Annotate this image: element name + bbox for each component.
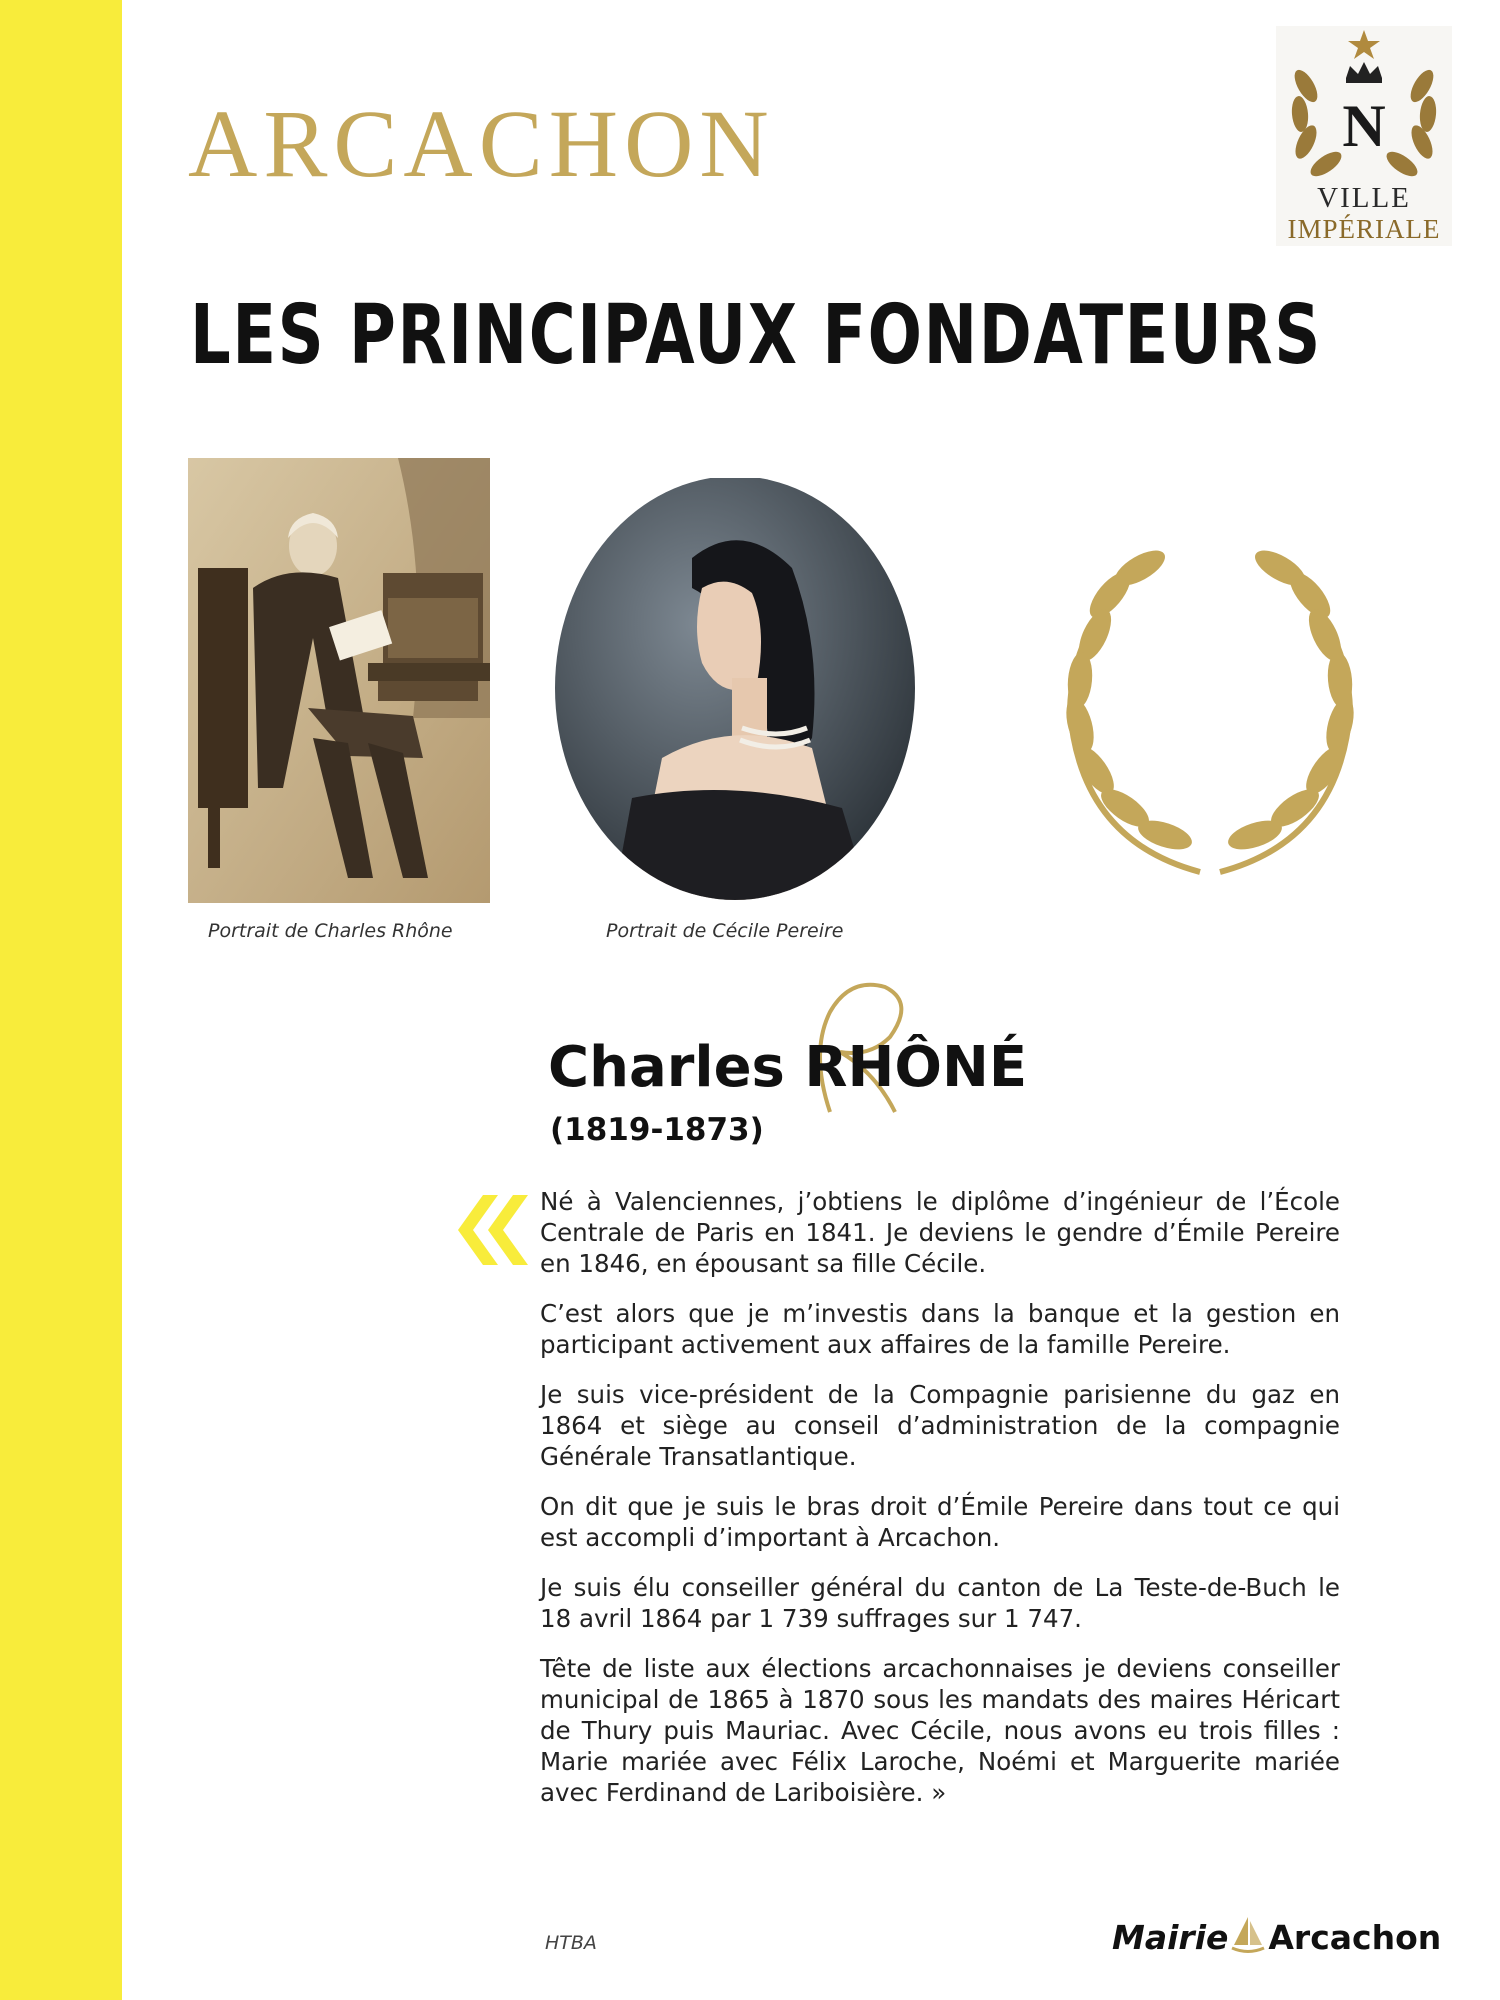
yellow-side-bar: [0, 0, 122, 2000]
person-name: [548, 1035, 1027, 1100]
person-first-name: Charles: [548, 1035, 785, 1100]
emblem-text-ville: VILLE: [1317, 182, 1411, 214]
page-title: LES PRINCIPAUX FONDATEURS: [190, 288, 1322, 383]
portrait-charles-rhone-photo: [188, 458, 490, 903]
person-dates: (1819-1873): [550, 1112, 764, 1148]
bio-paragraph: Tête de liste aux élections arcachonnaises je deviens conseiller municipal de 1865 à 1870 sous les mandats des maires Héricart de Thury puis Mauriac. Avec Cécile, nous avons eu trois filles : Marie mariée avec Félix Laroche, Noémi et Marguerite mariée avec Ferdinand de Lariboisière. »: [540, 1654, 1340, 1807]
laurel-wreath-icon: [1040, 540, 1380, 880]
mairie-arcachon-logo: [1112, 1915, 1441, 1965]
bio-paragraph: On dit que je suis le bras droit d’Émile Pereire dans tout ce qui est accompli d’important à Arcachon.: [540, 1492, 1340, 1552]
footer-credit: HTBA: [545, 1932, 597, 1954]
biography-text: [540, 1186, 1340, 1827]
open-quote-chevrons-icon: [448, 1190, 528, 1270]
logo-word-arcachon: Arcachon: [1268, 1918, 1442, 1957]
city-title: ARCACHON: [188, 90, 775, 197]
bio-paragraph: Né à Valenciennes, j’obtiens le diplôme d’ingénieur de l’École Centrale de Paris en 1841. Je deviens le gendre d’Émile Pereire en 1846, en épousant sa fille Cécile.: [540, 1187, 1340, 1278]
photo-caption-cecile: Portrait de Cécile Pereire: [606, 920, 844, 942]
sepia-portrait-seated-man-icon: [188, 458, 490, 903]
bio-paragraph: Je suis élu conseiller général du canton de La Teste-de-Buch le 18 avril 1864 par 1 739 suffrages sur 1 747.: [540, 1573, 1340, 1633]
portrait-cecile-pereire-photo: [552, 478, 918, 908]
logo-word-mairie: Mairie: [1112, 1918, 1229, 1957]
photo-caption-charles: Portrait de Charles Rhône: [208, 920, 453, 942]
imperial-crown-laurel-emblem-icon: [1276, 26, 1452, 186]
oval-portrait-woman-icon: [552, 478, 918, 908]
bio-paragraph: Je suis vice-président de la Compagnie parisienne du gaz en 1864 et siège au conseil d’administration de la compagnie Générale Transatlantique.: [540, 1380, 1340, 1471]
emblem-text-imperiale: IMPÉRIALE: [1287, 214, 1441, 244]
sailboat-icon: [1230, 1915, 1266, 1955]
ville-imperiale-emblem: [1276, 26, 1452, 246]
bio-paragraph: C’est alors que je m’investis dans la banque et la gestion en participant activement aux affaires de la famille Pereire.: [540, 1299, 1340, 1359]
svg-text:N: N: [1342, 93, 1386, 159]
person-last-name: RHÔNÉ: [804, 1035, 1028, 1100]
